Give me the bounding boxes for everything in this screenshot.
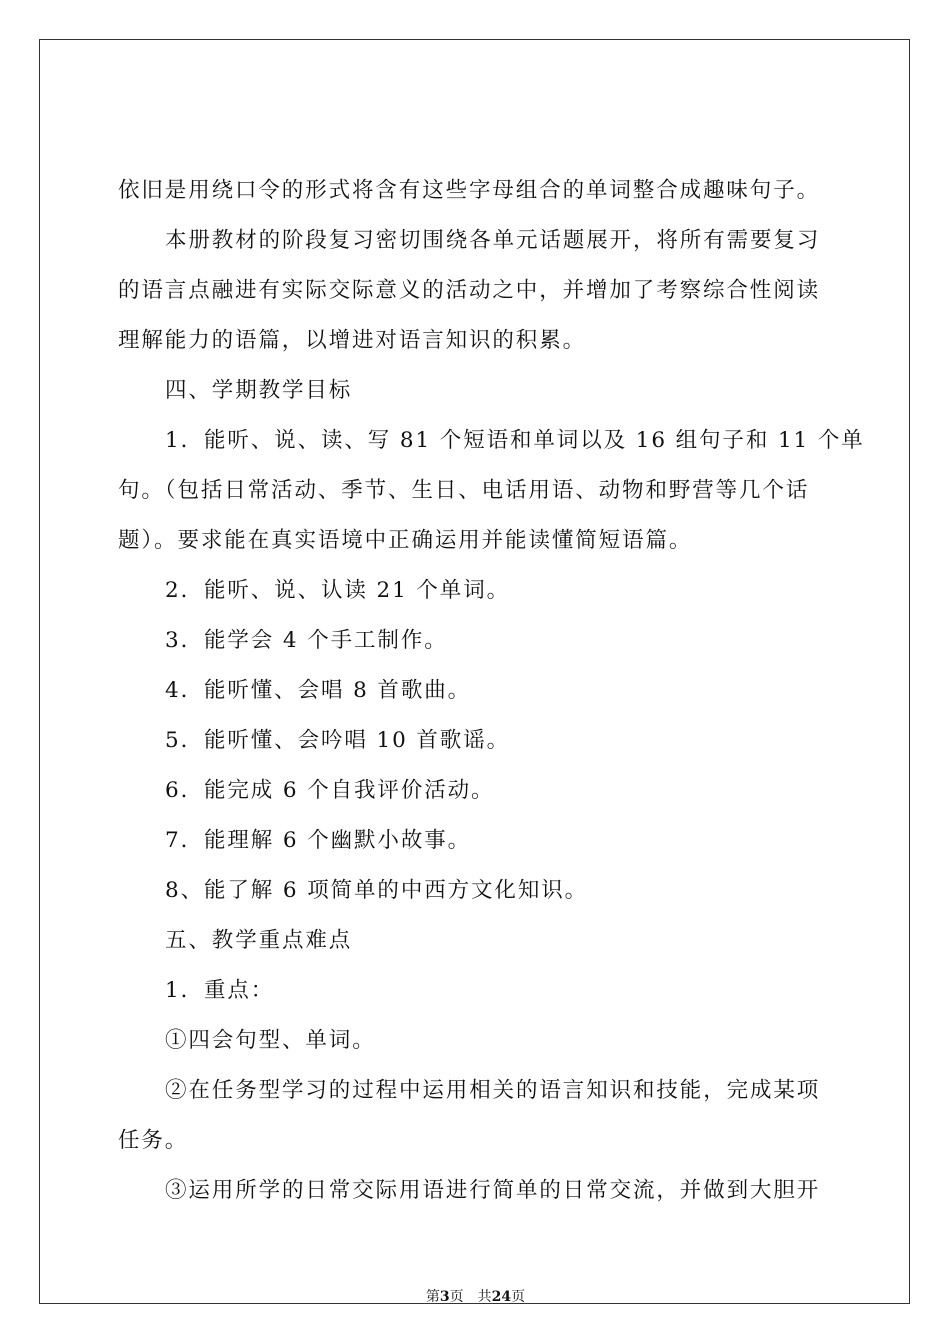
text-line: 2．能听、说、认读 21 个单词。: [165, 578, 511, 603]
text-line: 本册教材的阶段复习密切围绕各单元话题展开，将所有需要复习: [165, 228, 821, 253]
total-suffix: 页: [511, 1289, 526, 1305]
text-line: 的语言点融进有实际交际意义的活动之中，并增加了考察综合性阅读: [118, 278, 821, 303]
text-line: 四、学期教学目标: [165, 378, 353, 403]
total-prefix: 共: [477, 1289, 492, 1305]
text-line: 8、能了解 6 项简单的中西方文化知识。: [165, 878, 589, 903]
text-line: 4．能听懂、会唱 8 首歌曲。: [165, 678, 472, 703]
page-footer: [40, 1286, 911, 1306]
text-line: ①四会句型、单词。: [165, 1028, 376, 1053]
page-number: 3: [439, 1289, 450, 1305]
text-line: 7．能理解 6 个幽默小故事。: [165, 828, 472, 853]
text-line: 依旧是用绕口令的形式将含有这些字母组合的单词整合成趣味句子。: [118, 178, 821, 203]
text-line: 1．重点：: [165, 978, 275, 1003]
page-frame: [39, 39, 910, 1304]
text-line: ②在任务型学习的过程中运用相关的语言知识和技能，完成某项: [165, 1078, 821, 1103]
text-line: 6．能完成 6 个自我评价活动。: [165, 778, 495, 803]
document-body: [118, 166, 865, 1216]
page-suffix: 页: [449, 1289, 464, 1305]
total-pages: 24: [491, 1289, 512, 1305]
text-line: ③运用所学的日常交际用语进行简单的日常交流，并做到大胆开: [165, 1178, 821, 1203]
text-line: 1．能听、说、读、写 81 个短语和单词以及 16 组句子和 11 个单: [165, 428, 865, 453]
text-line: 任务。: [118, 1128, 189, 1153]
text-line: 5．能听懂、会吟唱 10 首歌谣。: [165, 728, 511, 753]
text-line: 题）。要求能在真实语境中正确运用并能读懂简短语篇。: [118, 528, 693, 553]
text-line: 理解能力的语篇，以增进对语言知识的积累。: [118, 328, 587, 353]
text-line: 五、教学重点难点: [165, 928, 353, 953]
page-prefix: 第: [425, 1289, 440, 1305]
text-line: 3．能学会 4 个手工制作。: [165, 628, 448, 653]
text-line: 句。（包括日常活动、季节、生日、电话用语、动物和野营等几个话: [118, 478, 810, 503]
